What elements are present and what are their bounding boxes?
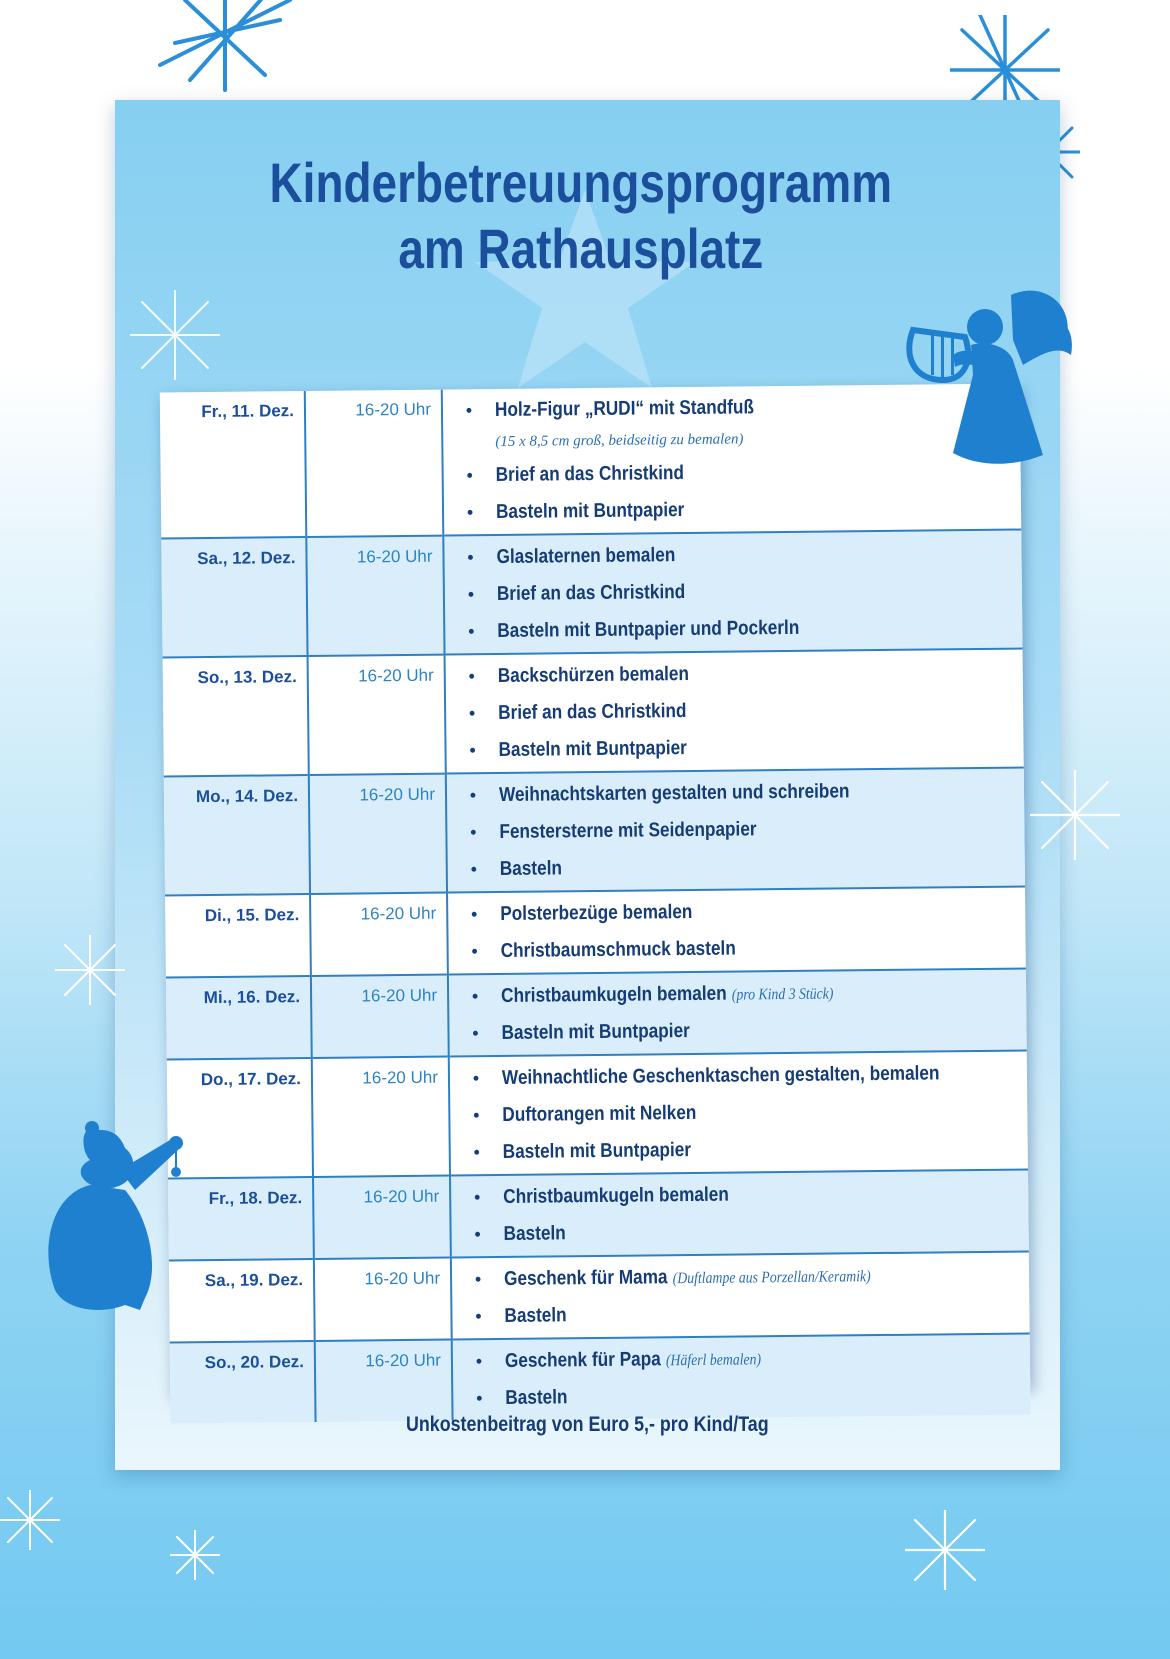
star-burst-icon [155, 0, 295, 95]
activities-cell [450, 1169, 1029, 1257]
bullet-icon: • [467, 547, 474, 568]
activities-cell [443, 530, 1022, 655]
activity-text: Duftorangen mit Nelken [502, 1101, 697, 1126]
activity-text: Christbaumschmuck basteln [500, 937, 736, 962]
angel-with-lyre-icon [893, 285, 1083, 475]
activity-label [497, 577, 686, 609]
activity-label [498, 733, 687, 765]
time-cell: 16-20 Uhr [306, 536, 444, 656]
activity-text: Basteln mit Buntpapier [501, 1020, 690, 1044]
activity-label [502, 1098, 696, 1130]
activity-item [452, 1295, 1029, 1338]
activity-text: Basteln [504, 1304, 567, 1327]
day-cell: Sa., 19. Dez. [169, 1259, 315, 1343]
activity-label [501, 1016, 690, 1048]
bullet-icon: • [475, 1351, 483, 1372]
activity-note: (pro Kind 3 Stück) [731, 985, 834, 1004]
bullet-icon: • [469, 785, 477, 806]
bullet-icon: • [468, 621, 475, 642]
day-cell: Fr., 11. Dez. [160, 391, 307, 539]
bullet-icon: • [467, 584, 475, 605]
activity-note: (Häferl bemalen) [665, 1351, 762, 1370]
schedule-sheet [160, 384, 1030, 1409]
schedule-row [168, 1169, 1029, 1260]
activities-cell [446, 768, 1025, 893]
activity-label [495, 392, 754, 425]
activity-item [450, 1057, 1027, 1100]
bullet-icon: • [472, 1023, 479, 1044]
activity-item [447, 775, 1024, 818]
activity-item [446, 730, 1023, 773]
bullet-icon: • [475, 1306, 482, 1327]
activity-item [451, 1131, 1028, 1174]
activity-label [500, 934, 735, 966]
activity-text: Glaslaternen bemalen [496, 544, 676, 569]
bullet-icon: • [470, 904, 478, 925]
activity-text: Basteln mit Buntpapier [495, 499, 685, 524]
time-cell: 16-20 Uhr [311, 975, 449, 1058]
bullet-icon: • [471, 986, 479, 1007]
bullet-icon: • [474, 1269, 482, 1290]
activity-label [496, 495, 685, 527]
activity-item [452, 1258, 1029, 1301]
bullet-icon: • [472, 1068, 480, 1089]
activity-item [447, 812, 1024, 855]
schedule-row [166, 968, 1027, 1059]
sparkle-icon [170, 1530, 220, 1580]
activity-item [446, 656, 1023, 699]
schedule-table [160, 384, 1031, 1424]
activity-text: Christbaumkugeln bemalen [501, 982, 727, 1007]
bullet-icon: • [470, 859, 478, 880]
activity-text: Fenstersterne mit Seidenpapier [499, 818, 757, 843]
day-cell: Do., 17. Dez. [167, 1058, 313, 1179]
activities-cell [451, 1251, 1030, 1339]
sparkle-icon [1030, 770, 1120, 860]
bullet-icon: • [466, 465, 473, 486]
activities-cell [447, 886, 1026, 974]
activity-item [446, 693, 1023, 736]
bullet-icon: • [470, 822, 477, 843]
activity-text: Weihnachtliche Geschenktaschen gestalten, bemalen [501, 1062, 940, 1089]
activity-text: Basteln mit Buntpapier und Pockerln [497, 616, 800, 643]
activity-label [501, 978, 834, 1013]
activity-label [503, 1180, 729, 1212]
bullet-icon: • [468, 703, 476, 724]
time-cell: 16-20 Uhr [309, 774, 447, 894]
activity-text: Basteln mit Buntpapier [498, 737, 687, 762]
bullet-icon: • [474, 1224, 481, 1245]
sparkle-icon [130, 290, 220, 380]
activity-text: Christbaumkugeln bemalen [503, 1183, 729, 1208]
sparkle-icon [0, 1490, 60, 1550]
activity-item [449, 975, 1026, 1018]
activity-item [445, 611, 1022, 654]
time-cell: 16-20 Uhr [308, 655, 446, 775]
activity-item [444, 537, 1021, 580]
activity-label [505, 1382, 567, 1413]
day-cell: So., 13. Dez. [163, 656, 309, 777]
activity-label [499, 814, 756, 847]
activity-label [496, 540, 675, 572]
activity-label [500, 897, 692, 929]
schedule-row [163, 649, 1024, 777]
day-cell: Mi., 16. Dez. [166, 976, 312, 1060]
activity-text: Basteln [503, 1222, 566, 1245]
activity-label [503, 1135, 692, 1167]
activities-cell [448, 968, 1027, 1056]
activity-text: Brief an das Christkind [495, 462, 685, 487]
activity-text: Holz-Figur „RUDI“ mit Standfuß [494, 396, 755, 422]
time-cell: 16-20 Uhr [313, 1176, 451, 1259]
activity-text: Backschürzen bemalen [497, 663, 690, 688]
bullet-icon: • [471, 941, 478, 962]
activity-text: Polsterbezüge bemalen [500, 900, 693, 925]
activity-item [448, 930, 1025, 973]
santa-silhouette-icon [40, 1110, 200, 1320]
activity-item [448, 893, 1025, 936]
activity-text: Weihnachtskarten gestalten und schreiben [498, 780, 850, 806]
schedule-row [161, 530, 1022, 658]
activity-item [451, 1213, 1028, 1256]
schedule-row [170, 1333, 1031, 1423]
activity-text: Basteln [499, 857, 563, 880]
activity-label [505, 1343, 761, 1378]
activity-label [498, 696, 687, 728]
day-cell: So., 20. Dez. [170, 1341, 316, 1424]
activity-label [502, 1058, 940, 1093]
activity-text: Geschenk für Mama [503, 1266, 668, 1290]
activity-label [499, 776, 850, 810]
activity-label [500, 853, 562, 884]
time-cell: 16-20 Uhr [310, 893, 448, 976]
activity-item [450, 1094, 1027, 1137]
cost-note: Unkostenbeitrag von Euro 5,- pro Kind/Tag [406, 1413, 769, 1436]
activity-item [448, 848, 1025, 891]
sparkle-icon [905, 1510, 985, 1590]
day-cell: Fr., 18. Dez. [168, 1177, 314, 1261]
day-cell: Mo., 14. Dez. [164, 775, 310, 896]
bullet-icon: • [473, 1105, 480, 1126]
page-title [113, 150, 1048, 282]
schedule-row [164, 768, 1025, 896]
activity-label [496, 458, 685, 490]
activities-cell [449, 1050, 1028, 1175]
activity-item [445, 574, 1022, 617]
activities-cell [452, 1333, 1031, 1420]
time-cell: 16-20 Uhr [315, 1340, 453, 1422]
title-line-2: am Rathausplatz [398, 217, 764, 280]
bullet-icon: • [469, 740, 476, 761]
day-cell: Sa., 12. Dez. [161, 537, 307, 658]
activity-label [504, 1260, 871, 1296]
time-cell: 16-20 Uhr [314, 1258, 452, 1341]
schedule-row [165, 886, 1026, 977]
activity-text: Basteln mit Buntpapier [502, 1139, 692, 1163]
activity-text: Brief an das Christkind [496, 581, 686, 606]
bullet-icon: • [468, 666, 476, 687]
activity-text: Geschenk für Papa [504, 1348, 661, 1372]
activity-item [451, 1176, 1028, 1219]
activity-item [444, 492, 1021, 535]
schedule-row [167, 1050, 1028, 1178]
time-cell: 16-20 Uhr [305, 390, 444, 537]
bullet-icon: • [465, 400, 473, 421]
activity-label [504, 1300, 566, 1331]
sparkle-icon [55, 935, 125, 1005]
activity-text: Basteln [505, 1386, 568, 1409]
title-line-1: Kinderbetreuungsprogramm [269, 151, 893, 214]
activity-item [449, 1012, 1026, 1055]
activity-text: Brief an das Christkind [498, 700, 687, 725]
activities-cell [445, 649, 1024, 774]
bullet-icon: • [476, 1388, 483, 1409]
activity-note: (Duftlampe aus Porzellan/Keramik) [672, 1268, 871, 1288]
day-cell: Di., 15. Dez. [165, 894, 311, 978]
activity-label [497, 613, 799, 646]
activity-item [453, 1340, 1030, 1383]
bullet-icon: • [466, 502, 474, 523]
activity-label [503, 1218, 565, 1249]
subnote-text: (15 x 8,5 cm groß, beidseitig zu bemalen) [495, 431, 744, 451]
bullet-icon: • [473, 1187, 481, 1208]
activity-label [498, 659, 690, 691]
time-cell: 16-20 Uhr [312, 1057, 450, 1177]
bullet-icon: • [473, 1142, 481, 1163]
schedule-row [169, 1251, 1030, 1342]
